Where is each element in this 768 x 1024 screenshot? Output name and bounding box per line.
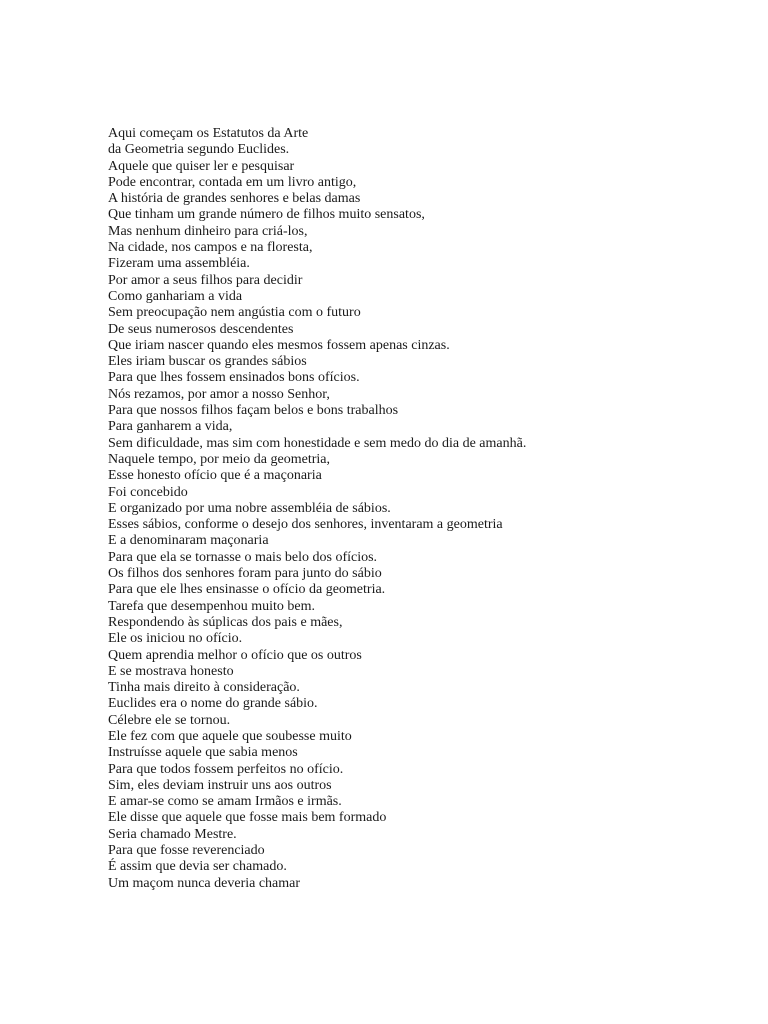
text-line: E se mostrava honesto bbox=[108, 663, 234, 679]
text-line: Os filhos dos senhores foram para junto do sábio bbox=[108, 566, 382, 582]
text-line: Tinha mais direito à consideração. bbox=[108, 680, 300, 696]
text-line: Um maçom nunca deveria chamar bbox=[108, 875, 301, 891]
text-line: Sim, eles deviam instruir uns aos outros bbox=[108, 777, 332, 793]
text-line: Para que nossos filhos façam belos e bons trabalhos bbox=[108, 403, 399, 419]
text-line: Sem preocupação nem angústia com o futuro bbox=[108, 305, 361, 321]
text-line: Esses sábios, conforme o desejo dos senhores, inventaram a geometria bbox=[108, 517, 503, 533]
text-line: Naquele tempo, por meio da geometria, bbox=[108, 451, 330, 467]
text-line: Para ganharem a vida, bbox=[108, 419, 233, 435]
text-line: Tarefa que desempenhou muito bem. bbox=[108, 598, 316, 614]
text-line: E a denominaram maçonaria bbox=[108, 533, 269, 549]
text-line: Respondendo às súplicas dos pais e mães, bbox=[108, 614, 343, 630]
text-line: Eles iriam buscar os grandes sábios bbox=[108, 354, 307, 370]
text-line: E organizado por uma nobre assembléia de sábios. bbox=[108, 500, 391, 516]
text-line: E amar-se como se amam Irmãos e irmãs. bbox=[108, 794, 342, 810]
text-line: Euclides era o nome do grande sábio. bbox=[108, 696, 318, 712]
text-line: Por amor a seus filhos para decidir bbox=[108, 272, 303, 288]
text-line: É assim que devia ser chamado. bbox=[108, 859, 287, 875]
text-line: Como ganhariam a vida bbox=[108, 288, 243, 304]
text-line: Nós rezamos, por amor a nosso Senhor, bbox=[108, 386, 330, 402]
text-line: Aqui começam os Estatutos da Arte bbox=[108, 126, 309, 141]
text-line: Mas nenhum dinheiro para criá-los, bbox=[108, 223, 308, 239]
text-line: Ele os iniciou no ofício. bbox=[108, 631, 243, 647]
text-line: Instruísse aquele que sabia menos bbox=[108, 745, 298, 761]
text-line: Aquele que quiser ler e pesquisar bbox=[108, 158, 295, 174]
text-line: Para que todos fossem perfeitos no ofício. bbox=[108, 761, 344, 777]
text-line: Para que ela se tornasse o mais belo dos ofícios. bbox=[108, 549, 378, 565]
text-line: Para que ele lhes ensinasse o ofício da geometria. bbox=[108, 582, 386, 598]
text-line: Que tinham um grande número de filhos muito sensatos, bbox=[108, 207, 425, 223]
text-line: Sem dificuldade, mas sim com honestidade e sem medo do dia de amanhã. bbox=[108, 435, 527, 451]
poem-text bbox=[108, 126, 748, 892]
text-line: Para que lhes fossem ensinados bons ofícios. bbox=[108, 370, 360, 386]
text-line: Para que fosse reverenciado bbox=[108, 843, 265, 859]
text-line: Seria chamado Mestre. bbox=[108, 826, 237, 842]
text-line: Fizeram uma assembléia. bbox=[108, 256, 250, 272]
text-line: Esse honesto ofício que é a maçonaria bbox=[108, 468, 322, 484]
text-line: Quem aprendia melhor o ofício que os outros bbox=[108, 647, 362, 663]
text-line: Na cidade, nos campos e na floresta, bbox=[108, 240, 313, 256]
text-line: Que iriam nascer quando eles mesmos fossem apenas cinzas. bbox=[108, 337, 450, 353]
text-line: Pode encontrar, contada em um livro antigo, bbox=[108, 174, 357, 190]
text-line: Foi concebido bbox=[108, 484, 188, 500]
text-line: Ele disse que aquele que fosse mais bem formado bbox=[108, 810, 387, 826]
text-line: A história de grandes senhores e belas damas bbox=[108, 191, 361, 207]
text-line: Célebre ele se tornou. bbox=[108, 712, 231, 728]
text-line: da Geometria segundo Euclides. bbox=[108, 142, 290, 158]
text-line: De seus numerosos descendentes bbox=[108, 321, 294, 337]
text-line: Ele fez com que aquele que soubesse muito bbox=[108, 728, 352, 744]
